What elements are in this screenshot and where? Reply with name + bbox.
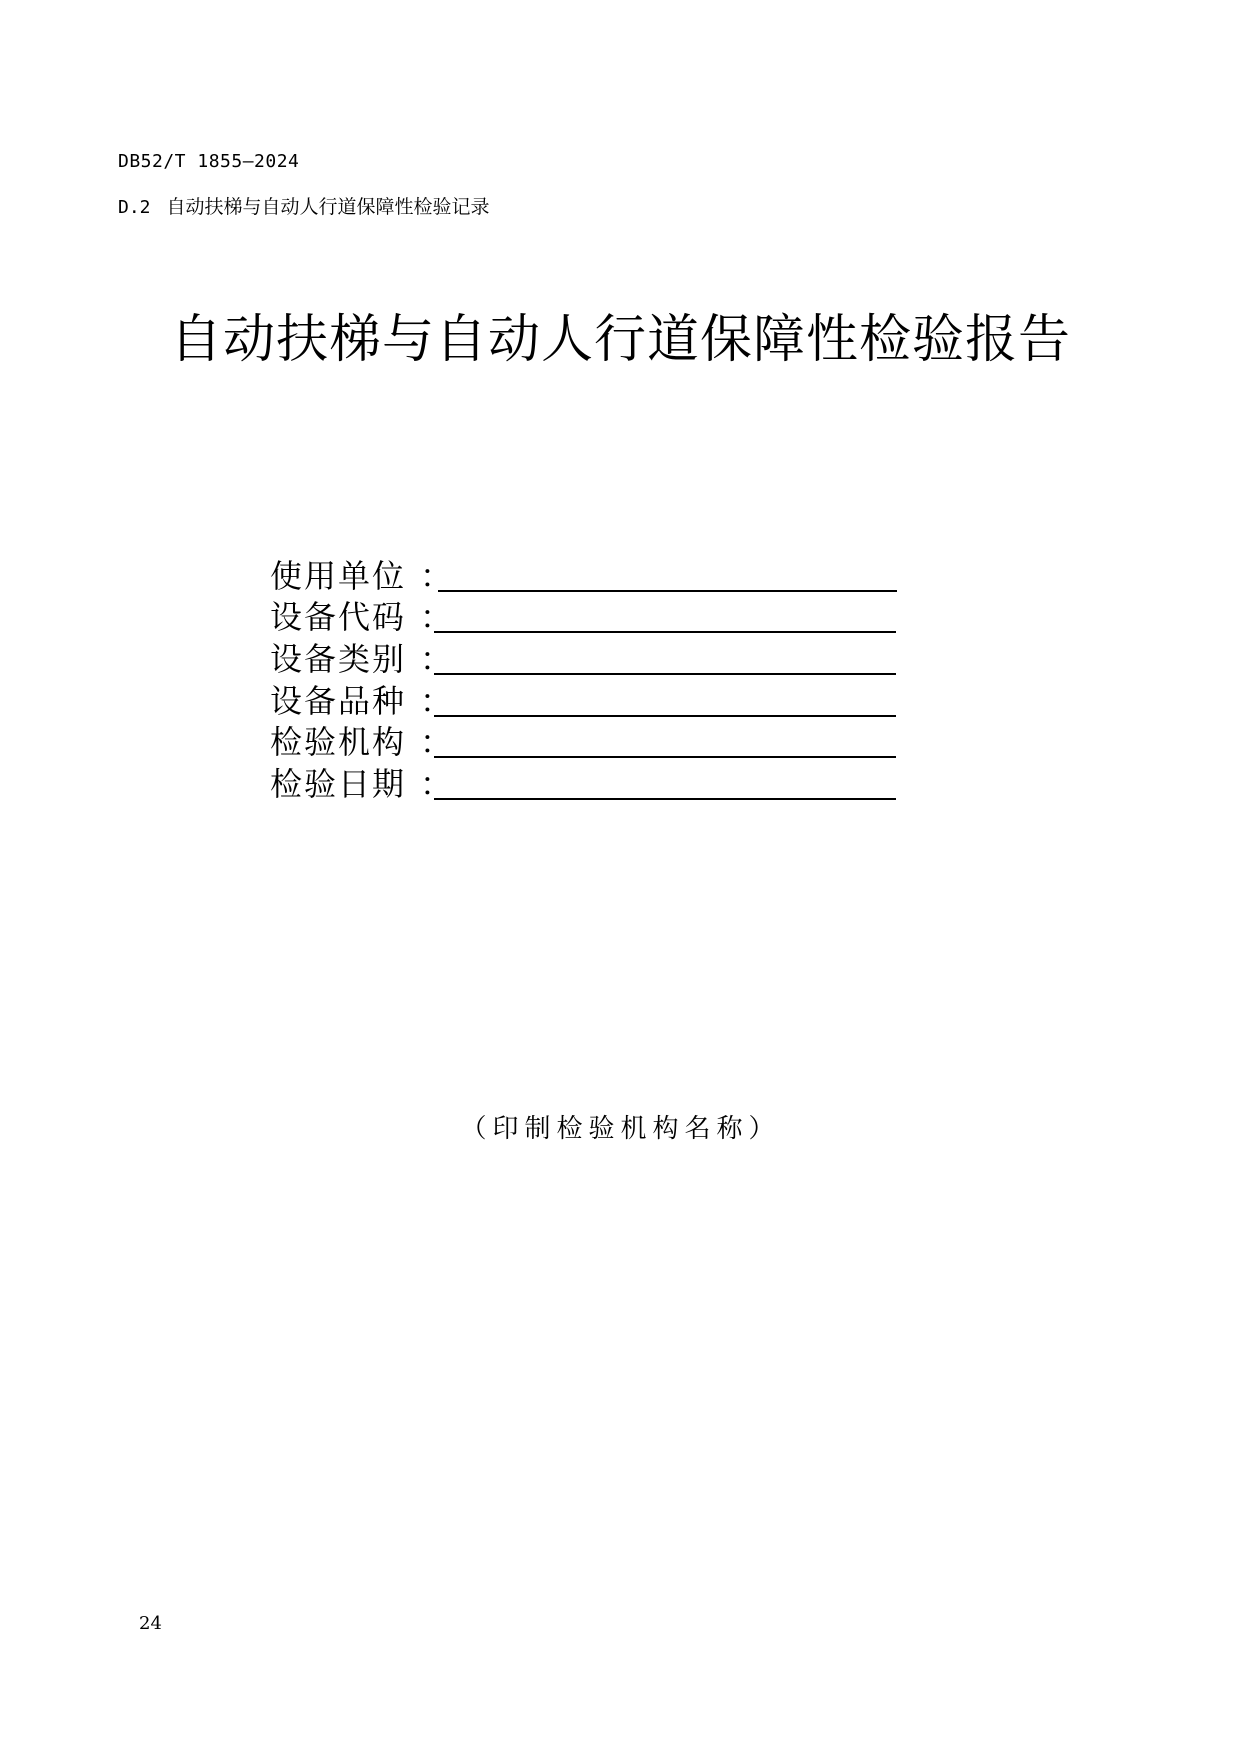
field-blank-equipment-variety[interactable] xyxy=(434,689,896,717)
section-title: 自动扶梯与自动人行道保障性检验记录 xyxy=(166,196,490,218)
field-row-equipment-code: 设备代码 ： xyxy=(270,597,910,639)
report-title: 自动扶梯与自动人行道保障性检验报告 xyxy=(169,310,1071,370)
field-label-equipment-category: 设备类别 xyxy=(270,639,407,678)
field-row-equipment-category: 设备类别 ： xyxy=(270,638,910,680)
field-blank-equipment-code[interactable] xyxy=(434,605,896,633)
report-cover-fields xyxy=(270,555,910,805)
field-row-inspection-date: 检验日期 ： xyxy=(270,763,910,805)
field-row-equipment-variety: 设备品种 ： xyxy=(270,680,910,722)
section-heading xyxy=(118,194,490,221)
field-blank-user-unit[interactable] xyxy=(438,564,897,592)
field-row-inspection-agency: 检验机构 ： xyxy=(270,721,910,763)
section-number: D.2 xyxy=(118,197,151,218)
field-label-equipment-code: 设备代码 xyxy=(270,598,407,637)
field-label-inspection-date: 检验日期 xyxy=(270,764,407,803)
field-label-inspection-agency: 检验机构 xyxy=(270,723,407,762)
printer-agency-name-note: （印制检验机构名称） xyxy=(460,1114,781,1144)
field-blank-inspection-agency[interactable] xyxy=(434,730,896,758)
field-row-user-unit: 使用单位 ： xyxy=(270,555,910,597)
field-blank-inspection-date[interactable] xyxy=(434,772,896,800)
field-label-user-unit: 使用单位 xyxy=(270,556,407,595)
standard-code: DB52/T 1855—2024 xyxy=(118,151,300,172)
field-label-equipment-variety: 设备品种 xyxy=(270,681,407,720)
page-number: 24 xyxy=(139,1613,162,1634)
field-blank-equipment-category[interactable] xyxy=(434,647,896,675)
